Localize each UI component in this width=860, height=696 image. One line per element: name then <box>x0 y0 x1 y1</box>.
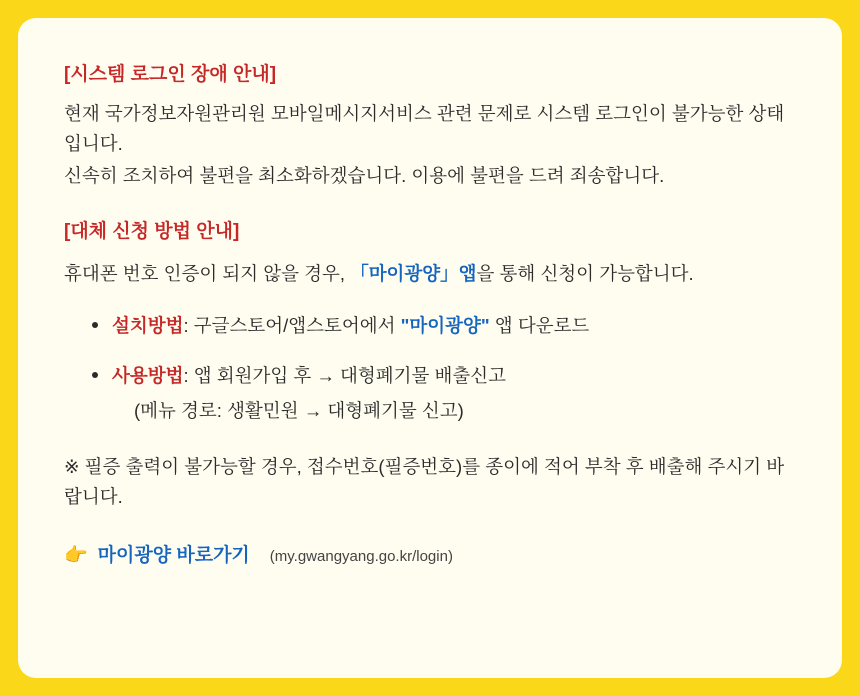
bullet-dot-icon <box>92 372 98 378</box>
install-method-text-after: 앱 다운로드 <box>489 315 590 337</box>
usage-method-menu-path: (메뉴 경로: 생활민원 → 대형폐기물 신고) <box>134 400 464 422</box>
app-name-emphasis: 「마이광양」앱 <box>350 263 477 285</box>
my-gwangyang-url: (my.gwangyang.go.kr/login) <box>269 547 453 565</box>
install-method-label: 설치방법 <box>112 315 184 337</box>
install-method-emphasis: "마이광양" <box>400 315 490 337</box>
list-item <box>86 311 796 341</box>
pointing-hand-icon: 👉 <box>64 544 88 566</box>
instruction-list <box>64 311 796 426</box>
list-item <box>86 361 796 426</box>
usage-method-text-before: : 앱 회원가입 후 → 대형폐기물 배출신고 <box>183 364 507 386</box>
alternative-intro-text-after: 을 통해 신청이 가능합니다. <box>476 263 694 285</box>
bullet-dot-icon <box>92 322 98 328</box>
alternative-method-intro <box>64 259 796 289</box>
login-failure-apology: 신속히 조치하여 불편을 최소화하겠습니다. 이용에 불편을 드려 죄송합니다. <box>64 164 665 186</box>
section-title-login-failure: [시스템 로그인 장애 안내] <box>64 64 277 85</box>
my-gwangyang-link[interactable]: 마이광양 바로가기 <box>97 544 250 566</box>
install-method-text-before: : 구글스토어/앱스토어에서 <box>183 315 401 337</box>
footnote-text: ※ 필증 출력이 불가능할 경우, 접수번호(필증번호)를 종이에 적어 부착 후 배출해 주시기 바랍니다. <box>64 455 785 507</box>
section-title-alternative-method: [대체 신청 방법 안내] <box>64 220 240 242</box>
alternative-intro-text-before: 휴대폰 번호 인증이 되지 않을 경우, <box>64 263 351 285</box>
usage-method-label: 사용방법 <box>112 364 184 386</box>
link-row <box>64 540 796 567</box>
notice-card <box>18 18 842 678</box>
login-failure-description: 현재 국가정보자원관리원 모바일메시지서비스 관련 문제로 시스템 로그인이 불가능한 상태입니다. <box>64 102 785 154</box>
